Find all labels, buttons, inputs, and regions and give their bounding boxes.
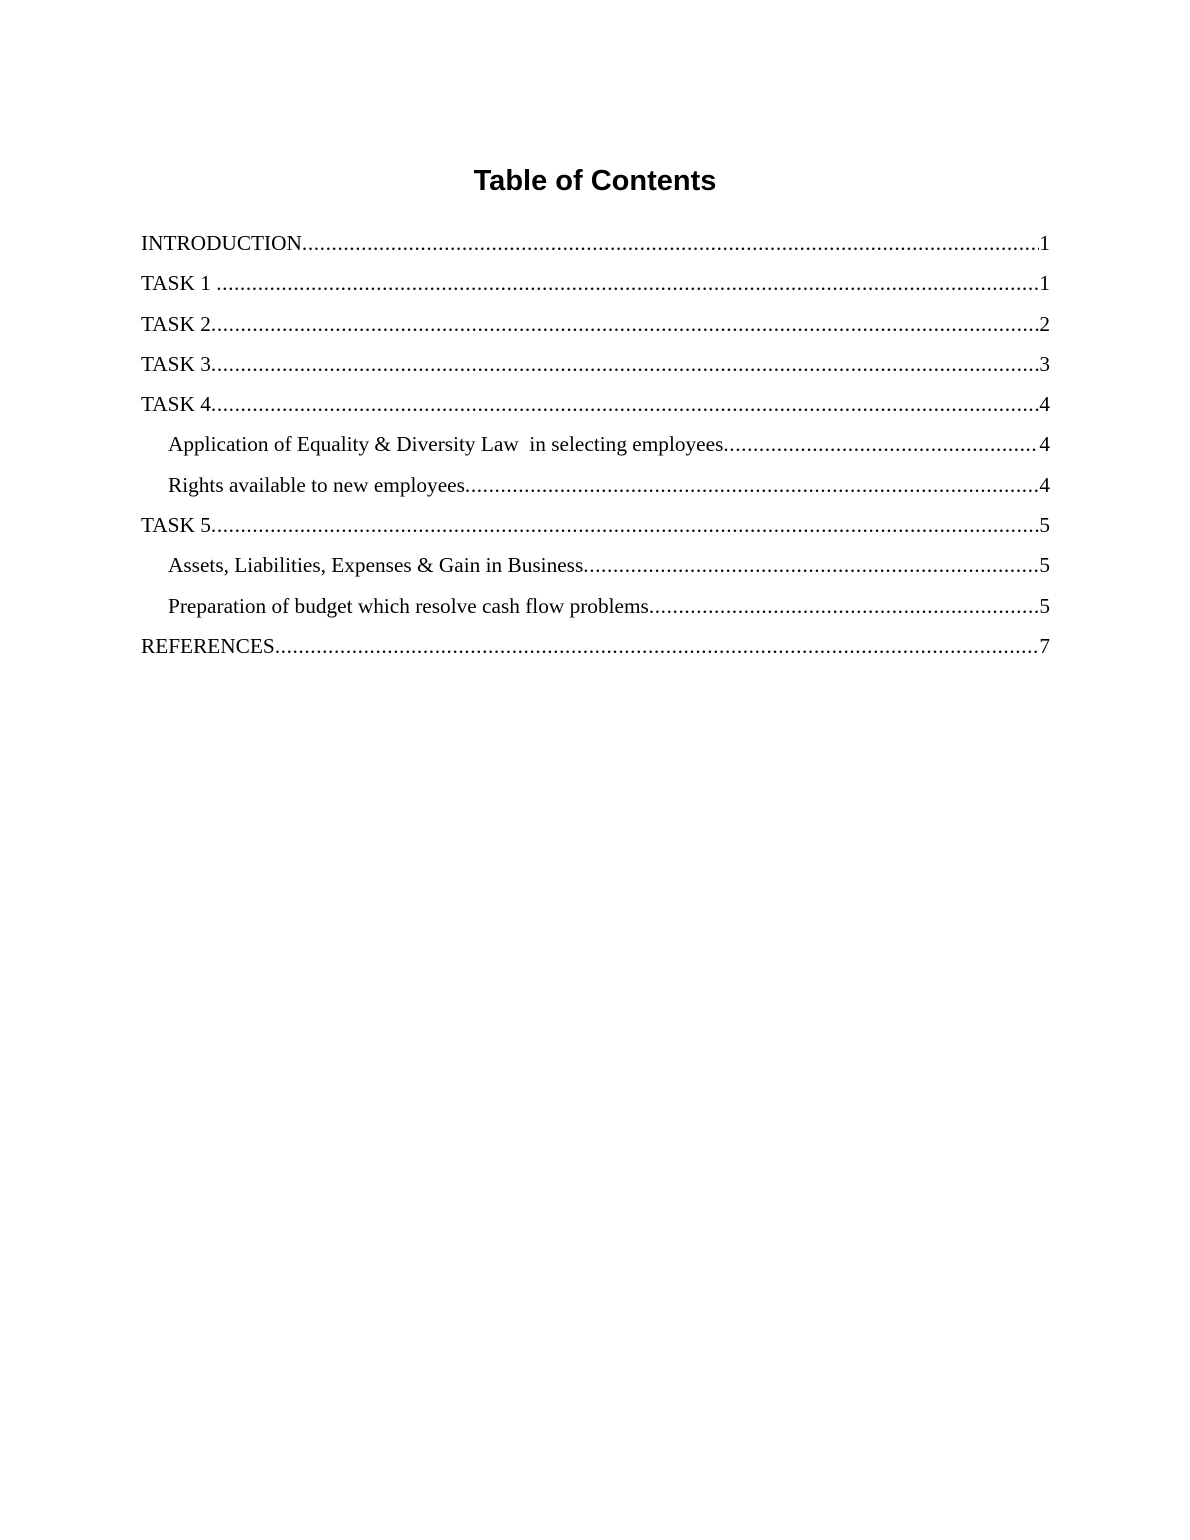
- toc-entry-label: TASK 1: [141, 271, 217, 296]
- toc-entry-assets-liabilities[interactable]: [141, 547, 1050, 587]
- toc-dot-leader: [211, 306, 1039, 342]
- toc-entry-label: TASK 4: [141, 392, 211, 417]
- toc-entry-references[interactable]: [141, 628, 1050, 668]
- toc-dot-leader: [649, 588, 1040, 624]
- toc-dot-leader: [465, 467, 1039, 503]
- toc-entry-task-1[interactable]: [141, 265, 1050, 305]
- toc-dot-leader: [211, 386, 1039, 422]
- toc-entry-task-5[interactable]: [141, 507, 1050, 547]
- toc-entry-rights-new-employees[interactable]: [141, 467, 1050, 507]
- toc-entry-label: Application of Equality & Diversity Law in selecting employees: [168, 432, 724, 457]
- toc-entry-label: REFERENCES: [141, 633, 275, 658]
- toc-page-number: 5: [1039, 513, 1050, 538]
- toc-entry-label: INTRODUCTION: [141, 231, 302, 255]
- toc-dot-leader: [211, 507, 1039, 543]
- toc-page-number: 4: [1039, 432, 1050, 457]
- toc-title: Table of Contents: [473, 165, 717, 197]
- toc-entry-task-4[interactable]: [141, 386, 1050, 426]
- toc-entry-budget-preparation[interactable]: [141, 588, 1050, 628]
- toc-dot-leader: [216, 265, 1039, 301]
- toc-page-number: 5: [1039, 593, 1050, 618]
- toc-entry-label: Rights available to new employees: [168, 472, 465, 497]
- toc-entry-task-2[interactable]: [141, 306, 1050, 346]
- toc-entry-equality-diversity-law[interactable]: [141, 426, 1050, 466]
- toc-page-number: 1: [1039, 271, 1050, 296]
- toc-entry-label: TASK 3: [141, 351, 211, 376]
- toc-dot-leader: [723, 426, 1039, 462]
- toc-dot-leader: [211, 346, 1039, 382]
- toc-entry-task-3[interactable]: [141, 346, 1050, 386]
- toc-entry-label: Assets, Liabilities, Expenses & Gain in Business: [168, 553, 584, 578]
- toc-page-number: 7: [1039, 633, 1050, 658]
- toc-dot-leader: [583, 547, 1039, 583]
- toc-dot-leader: [302, 225, 1039, 261]
- toc-entry-label: TASK 2: [141, 311, 211, 336]
- toc-page-number: 4: [1039, 392, 1050, 417]
- toc-entry-label: Preparation of budget which resolve cash flow problems: [168, 593, 649, 618]
- toc-page-number: 2: [1039, 311, 1050, 336]
- toc-page-number: 1: [1039, 231, 1050, 255]
- toc-page-number: 4: [1039, 472, 1050, 497]
- toc-dot-leader: [275, 628, 1040, 664]
- toc-page-number: 5: [1039, 553, 1050, 578]
- toc-entry-label: TASK 5: [141, 513, 211, 538]
- table-of-contents: [141, 225, 1050, 668]
- toc-page-number: 3: [1039, 351, 1050, 376]
- toc-entry-introduction[interactable]: [141, 225, 1050, 265]
